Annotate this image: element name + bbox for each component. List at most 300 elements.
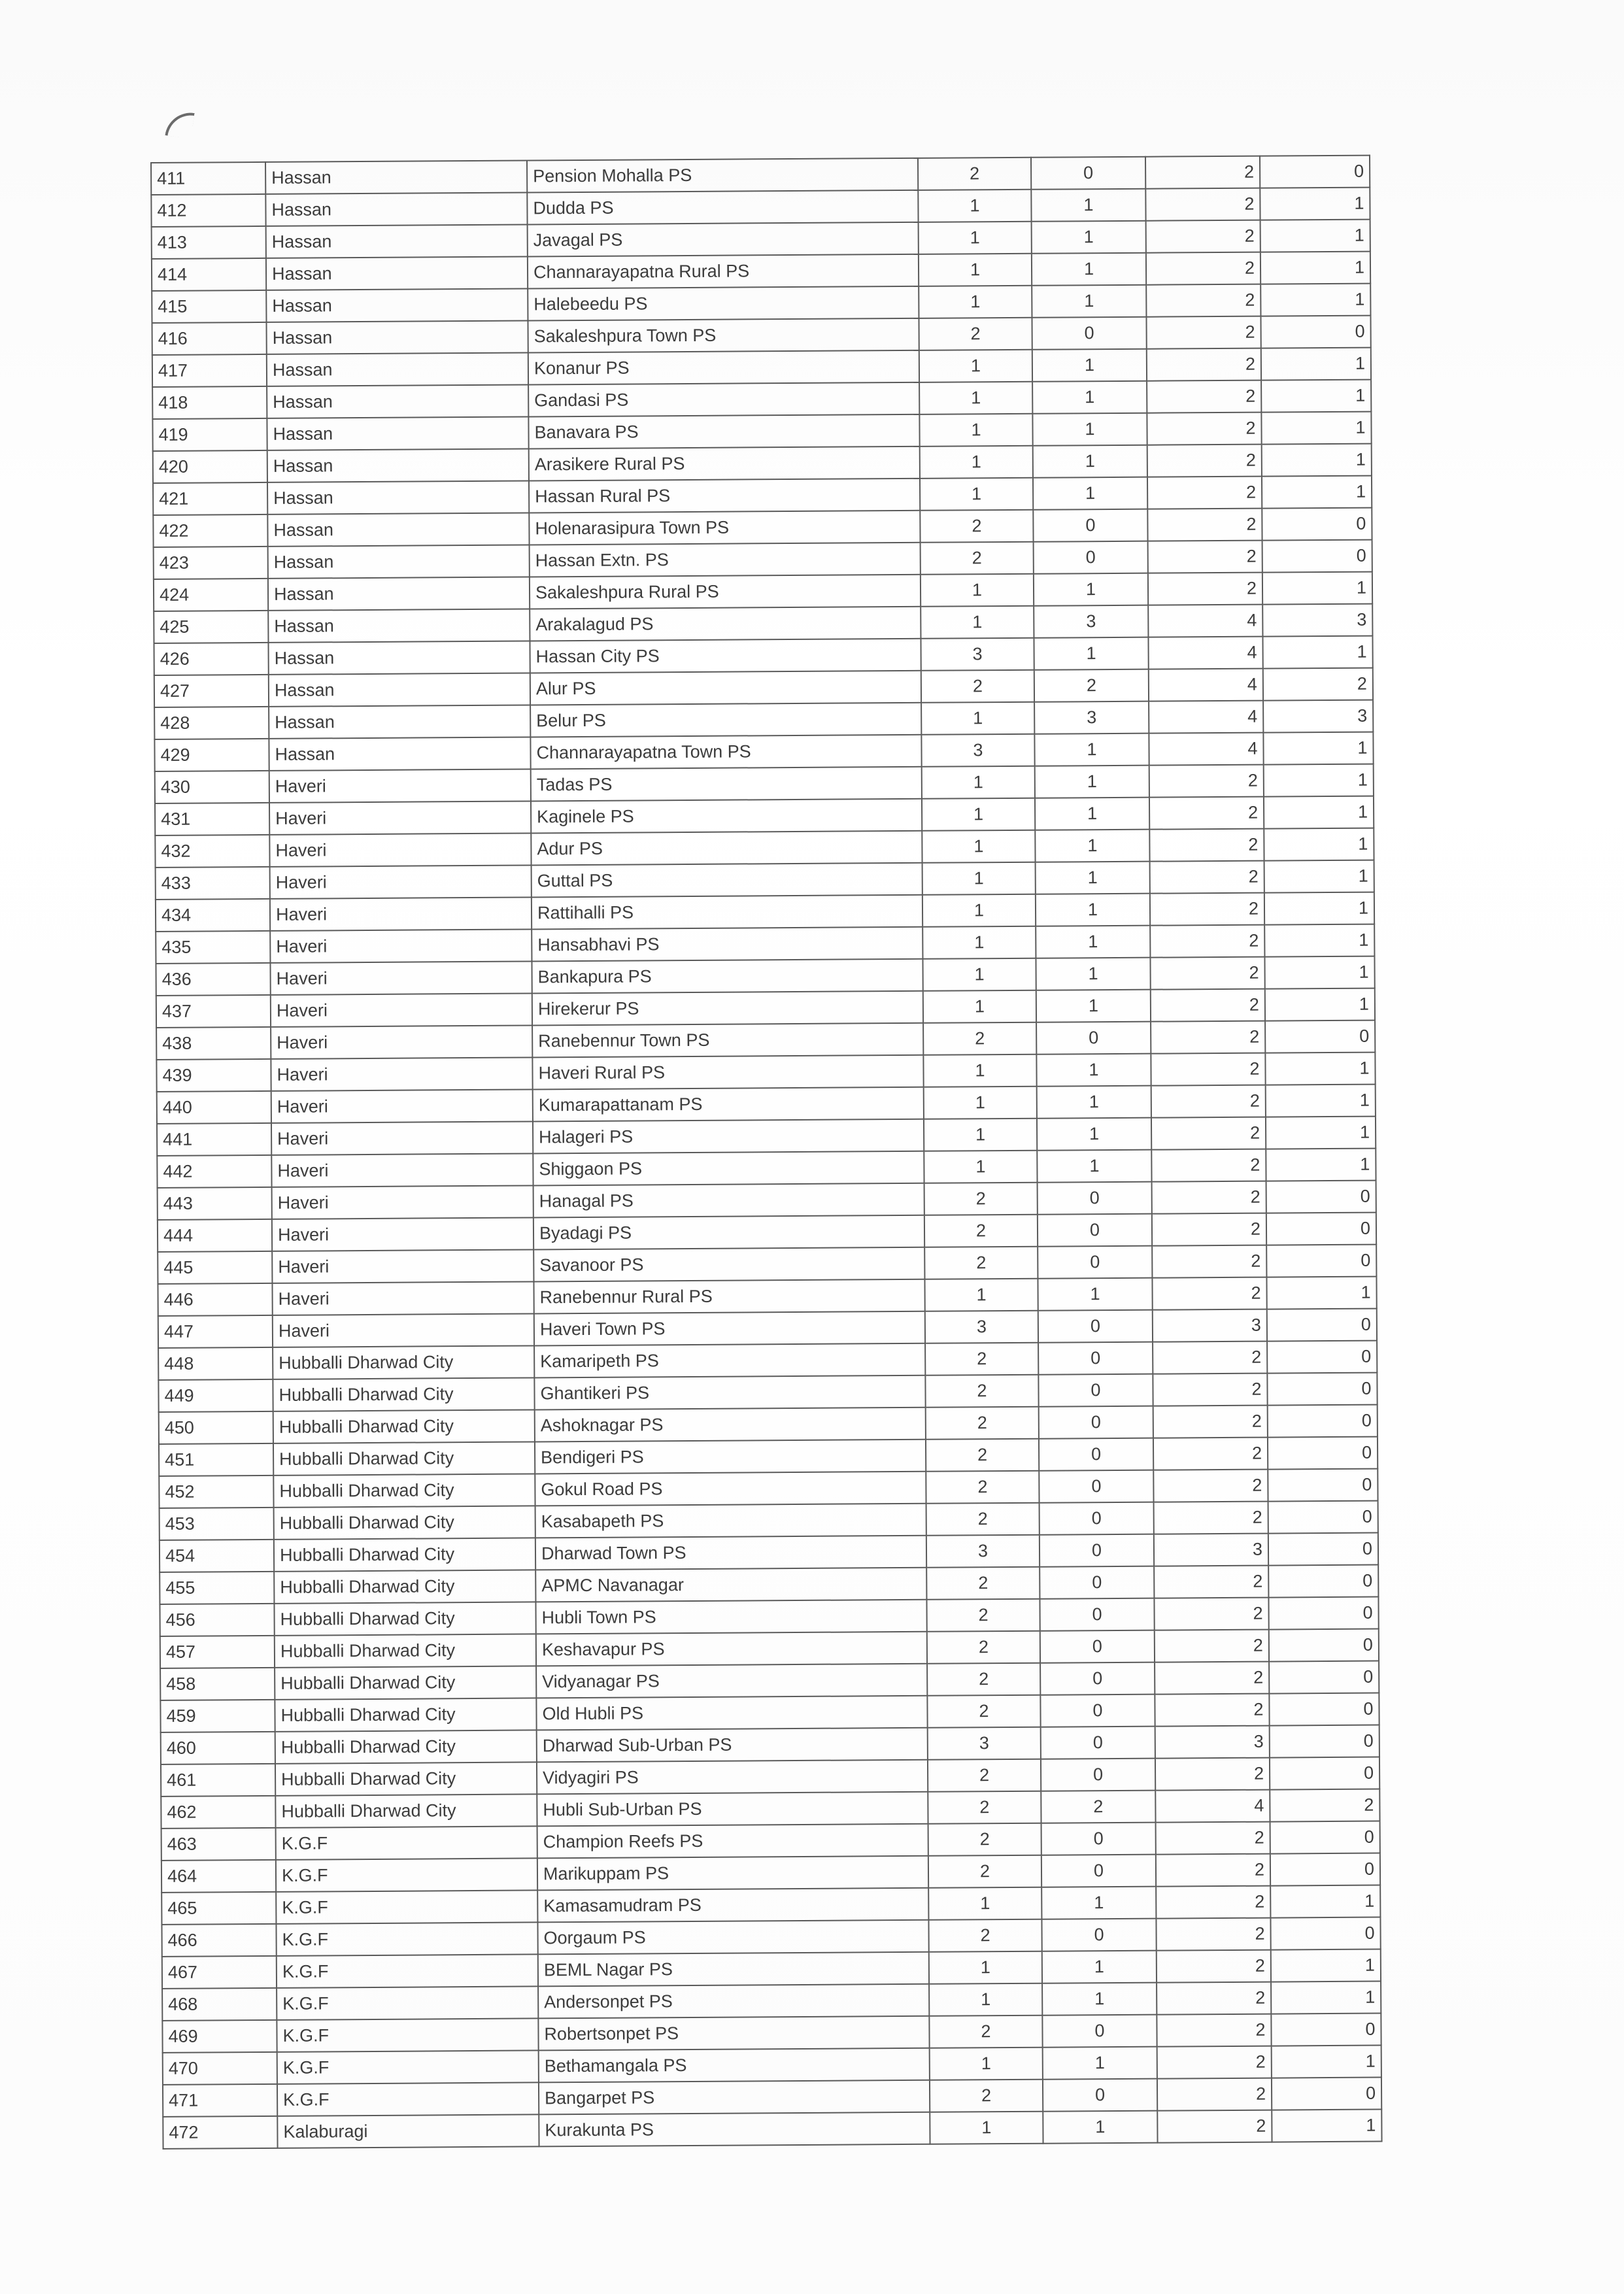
police-station-cell: Bendigeri PS	[535, 1440, 926, 1474]
district-cell: Haveri	[272, 1249, 533, 1283]
police-station-cell: Hubli Town PS	[535, 1600, 926, 1634]
total-cell: 2	[1153, 1406, 1268, 1438]
total-cell: 2	[1151, 1021, 1265, 1054]
count-c-cell: 1	[1264, 764, 1374, 797]
police-station-cell: Old Hubli PS	[536, 1696, 927, 1730]
count-a-cell: 1	[919, 350, 1032, 382]
count-c-cell: 0	[1262, 540, 1372, 573]
count-b-cell: 0	[1041, 1855, 1156, 1887]
count-b-cell: 1	[1042, 1983, 1157, 2016]
count-b-cell: 1	[1034, 573, 1148, 606]
serial-number-cell: 468	[162, 1988, 277, 2021]
serial-number-cell: 464	[161, 1860, 276, 1893]
total-cell: 2	[1152, 1213, 1266, 1246]
district-cell: Haveri	[271, 1153, 533, 1187]
total-cell: 2	[1147, 477, 1262, 509]
count-a-cell: 2	[926, 1503, 1040, 1536]
total-cell: 2	[1146, 284, 1260, 317]
count-b-cell: 1	[1032, 253, 1146, 286]
count-b-cell: 1	[1036, 1054, 1151, 1087]
serial-number-cell: 432	[155, 835, 269, 868]
count-a-cell: 1	[928, 1887, 1041, 1920]
total-cell: 2	[1153, 1374, 1267, 1406]
count-b-cell: 1	[1038, 1278, 1152, 1311]
count-a-cell: 1	[924, 1279, 1038, 1311]
serial-number-cell: 428	[154, 707, 269, 739]
count-a-cell: 1	[930, 2048, 1043, 2080]
police-station-cell: Ashoknagar PS	[535, 1408, 926, 1442]
count-a-cell: 2	[921, 670, 1034, 703]
serial-number-cell: 454	[160, 1540, 274, 1572]
count-a-cell: 1	[920, 478, 1033, 511]
police-station-cell: Marikuppam PS	[537, 1856, 928, 1891]
count-c-cell: 0	[1270, 1853, 1380, 1886]
count-b-cell: 1	[1036, 862, 1150, 894]
district-cell: K.G.F	[277, 2018, 538, 2051]
total-cell: 2	[1150, 925, 1264, 958]
total-cell: 2	[1148, 573, 1262, 605]
police-station-table	[150, 155, 1383, 2150]
count-c-cell: 0	[1268, 1533, 1378, 1566]
total-cell: 4	[1149, 701, 1263, 734]
district-cell: Hassan	[266, 320, 528, 354]
district-cell: Haveri	[270, 929, 532, 962]
count-a-cell: 2	[930, 2080, 1043, 2112]
serial-number-cell: 415	[152, 290, 266, 323]
total-cell: 2	[1154, 1566, 1268, 1598]
count-c-cell: 0	[1269, 1693, 1379, 1726]
count-c-cell: 1	[1263, 732, 1373, 765]
count-b-cell: 0	[1039, 1438, 1153, 1471]
count-b-cell: 0	[1038, 1374, 1153, 1407]
count-b-cell: 1	[1032, 381, 1147, 414]
total-cell: 2	[1152, 1245, 1266, 1278]
count-c-cell: 1	[1270, 1885, 1380, 1918]
count-c-cell: 1	[1266, 1117, 1376, 1149]
total-cell: 2	[1146, 220, 1260, 253]
serial-number-cell: 413	[152, 226, 266, 259]
total-cell: 2	[1151, 989, 1265, 1022]
count-a-cell: 2	[928, 1919, 1041, 1952]
police-station-cell: Ranebennur Town PS	[532, 1023, 923, 1058]
police-station-cell: Kurakunta PS	[539, 2112, 930, 2147]
count-a-cell: 2	[920, 510, 1033, 543]
serial-number-cell: 470	[163, 2052, 277, 2085]
count-b-cell: 1	[1036, 990, 1151, 1022]
district-cell: Haveri	[272, 1281, 533, 1315]
police-station-cell: Byadagi PS	[533, 1215, 924, 1250]
count-c-cell: 1	[1261, 412, 1371, 445]
table-container	[150, 155, 1381, 2150]
count-a-cell: 2	[926, 1439, 1039, 1472]
count-b-cell: 0	[1040, 1566, 1154, 1599]
serial-number-cell: 452	[159, 1476, 273, 1508]
count-c-cell: 1	[1271, 1949, 1381, 1982]
count-b-cell: 0	[1040, 1534, 1154, 1567]
count-c-cell: 0	[1262, 508, 1372, 541]
count-b-cell: 1	[1032, 413, 1147, 446]
serial-number-cell: 445	[158, 1251, 272, 1284]
police-station-cell: Ranebennur Rural PS	[533, 1279, 924, 1314]
police-station-cell: Dudda PS	[527, 190, 918, 225]
count-a-cell: 1	[921, 574, 1034, 607]
count-a-cell: 2	[928, 1823, 1041, 1856]
count-a-cell: 1	[929, 1983, 1042, 2016]
district-cell: Hassan	[267, 513, 529, 546]
police-station-cell: Andersonpet PS	[538, 1984, 929, 2019]
count-a-cell: 1	[922, 958, 1036, 991]
police-station-cell: Gokul Road PS	[535, 1472, 926, 1506]
serial-number-cell: 465	[161, 1892, 276, 1925]
count-a-cell: 1	[921, 702, 1034, 735]
count-b-cell: 0	[1039, 1406, 1153, 1439]
count-b-cell: 1	[1032, 221, 1146, 254]
district-cell: Hubballi Dharwad City	[273, 1409, 535, 1443]
count-a-cell: 1	[919, 222, 1032, 254]
count-a-cell: 1	[923, 990, 1036, 1023]
police-station-cell: Hansabhavi PS	[532, 927, 922, 962]
district-cell: Hubballi Dharwad City	[274, 1602, 535, 1635]
serial-number-cell: 460	[161, 1732, 275, 1764]
count-c-cell: 0	[1260, 316, 1370, 348]
police-station-cell: Halebeedu PS	[528, 286, 919, 321]
police-station-cell: Kaginele PS	[531, 799, 922, 834]
district-cell: Hassan	[268, 609, 530, 642]
total-cell: 2	[1155, 1662, 1269, 1695]
district-cell: Kalaburagi	[277, 2114, 539, 2148]
count-b-cell: 1	[1037, 1086, 1151, 1119]
count-a-cell: 1	[919, 382, 1032, 414]
count-c-cell: 0	[1272, 2078, 1381, 2110]
police-station-cell: Bankapura PS	[532, 959, 922, 994]
district-cell: Haveri	[271, 1121, 533, 1155]
police-station-cell: Javagal PS	[528, 222, 919, 257]
count-a-cell: 2	[925, 1343, 1038, 1375]
count-b-cell: 1	[1033, 477, 1147, 510]
count-b-cell: 1	[1037, 1150, 1151, 1183]
serial-number-cell: 453	[160, 1508, 274, 1540]
serial-number-cell: 418	[152, 386, 267, 419]
district-cell: Hassan	[266, 256, 528, 290]
district-cell: Hubballi Dharwad City	[273, 1345, 534, 1379]
count-c-cell: 1	[1261, 380, 1371, 413]
count-b-cell: 1	[1032, 349, 1147, 382]
total-cell: 2	[1149, 765, 1264, 798]
district-cell: Hubballi Dharwad City	[274, 1538, 535, 1571]
count-c-cell: 1	[1266, 1149, 1376, 1181]
count-a-cell: 1	[922, 862, 1036, 895]
total-cell: 2	[1157, 2046, 1272, 2079]
serial-number-cell: 431	[155, 803, 269, 835]
count-c-cell: 2	[1263, 668, 1373, 701]
serial-number-cell: 424	[154, 579, 268, 611]
district-cell: Hubballi Dharwad City	[275, 1698, 536, 1731]
count-a-cell: 1	[924, 1087, 1037, 1119]
district-cell: Hassan	[268, 641, 530, 674]
police-station-cell: Adur PS	[531, 831, 922, 866]
total-cell: 2	[1146, 316, 1260, 349]
police-station-cell: Hirekerur PS	[532, 991, 923, 1026]
count-a-cell: 2	[926, 1599, 1040, 1632]
count-c-cell: 0	[1269, 1629, 1379, 1662]
serial-number-cell: 414	[152, 258, 266, 291]
count-a-cell: 2	[925, 1375, 1038, 1408]
count-b-cell: 1	[1034, 734, 1149, 766]
district-cell: Hassan	[267, 352, 528, 386]
district-cell: Hubballi Dharwad City	[274, 1570, 535, 1603]
police-station-cell: Robertsonpet PS	[538, 2016, 929, 2051]
count-c-cell: 0	[1265, 1020, 1375, 1053]
count-a-cell: 2	[929, 2016, 1042, 2048]
serial-number-cell: 427	[154, 675, 269, 707]
police-station-cell: Gandasi PS	[528, 382, 919, 417]
total-cell: 2	[1157, 1950, 1271, 1983]
serial-number-cell: 425	[154, 611, 268, 643]
count-b-cell: 0	[1040, 1662, 1155, 1695]
district-cell: Hassan	[267, 448, 529, 482]
count-a-cell: 1	[930, 2112, 1043, 2144]
count-b-cell: 1	[1036, 958, 1150, 990]
count-c-cell: 1	[1262, 476, 1372, 509]
serial-number-cell: 439	[156, 1059, 271, 1092]
count-b-cell: 0	[1041, 1823, 1156, 1855]
count-b-cell: 1	[1033, 445, 1147, 478]
count-c-cell: 1	[1264, 956, 1374, 989]
total-cell: 4	[1149, 669, 1263, 701]
total-cell: 2	[1151, 1085, 1266, 1118]
count-b-cell: 0	[1039, 1470, 1153, 1503]
police-station-cell: Vidyanagar PS	[536, 1664, 927, 1698]
total-cell: 2	[1153, 1341, 1267, 1374]
total-cell: 2	[1155, 1694, 1269, 1727]
serial-number-cell: 434	[156, 899, 270, 932]
count-c-cell: 0	[1268, 1597, 1378, 1630]
district-cell: K.G.F	[277, 2050, 539, 2083]
police-station-cell: Shiggaon PS	[533, 1151, 924, 1186]
district-cell: Haveri	[273, 1313, 534, 1347]
count-c-cell: 2	[1270, 1789, 1379, 1822]
police-station-cell: Kasabapeth PS	[535, 1504, 926, 1538]
count-b-cell: 0	[1038, 1310, 1153, 1343]
serial-number-cell: 426	[154, 643, 268, 675]
total-cell: 4	[1148, 637, 1262, 669]
total-cell: 2	[1154, 1502, 1268, 1534]
count-a-cell: 2	[921, 542, 1034, 575]
count-b-cell: 0	[1034, 541, 1148, 574]
count-c-cell: 1	[1265, 988, 1375, 1021]
count-c-cell: 1	[1264, 860, 1374, 893]
total-cell: 4	[1149, 733, 1263, 766]
serial-number-cell: 430	[155, 771, 269, 803]
count-c-cell: 0	[1260, 156, 1370, 188]
total-cell: 2	[1150, 893, 1264, 926]
count-b-cell: 1	[1036, 894, 1150, 926]
count-c-cell: 0	[1267, 1341, 1377, 1374]
count-b-cell: 1	[1036, 926, 1150, 958]
count-a-cell: 1	[920, 446, 1033, 479]
serial-number-cell: 448	[158, 1347, 273, 1380]
police-station-cell: Channarayapatna Rural PS	[528, 254, 919, 289]
district-cell: Hubballi Dharwad City	[275, 1730, 537, 1763]
count-c-cell: 0	[1270, 1725, 1379, 1758]
serial-number-cell: 436	[156, 963, 270, 996]
police-station-cell: Tadas PS	[531, 767, 922, 801]
serial-number-cell: 469	[162, 2020, 277, 2053]
police-station-cell: Bangarpet PS	[539, 2080, 930, 2115]
count-b-cell: 1	[1043, 2111, 1157, 2144]
district-cell: Hassan	[267, 416, 528, 450]
district-cell: K.G.F	[277, 2082, 539, 2116]
count-b-cell: 0	[1040, 1598, 1154, 1631]
district-cell: Hassan	[269, 737, 530, 770]
district-cell: Haveri	[270, 897, 532, 930]
district-cell: Hassan	[265, 192, 527, 226]
total-cell: 2	[1156, 1822, 1270, 1855]
serial-number-cell: 419	[152, 418, 267, 451]
count-a-cell: 3	[921, 734, 1034, 767]
serial-number-cell: 455	[160, 1572, 274, 1604]
count-c-cell: 1	[1266, 1085, 1376, 1117]
police-station-cell: Channarayapatna Town PS	[530, 735, 921, 769]
total-cell: 2	[1151, 1053, 1265, 1086]
police-station-cell: Konanur PS	[528, 350, 919, 385]
count-b-cell: 1	[1043, 2047, 1157, 2080]
district-cell: K.G.F	[276, 1858, 537, 1891]
total-cell: 2	[1157, 1982, 1271, 2015]
serial-number-cell: 446	[158, 1283, 272, 1316]
count-a-cell: 2	[926, 1471, 1039, 1504]
total-cell: 2	[1145, 188, 1260, 221]
district-cell: K.G.F	[276, 1826, 537, 1859]
count-a-cell: 2	[928, 1759, 1041, 1792]
total-cell: 2	[1145, 156, 1260, 189]
count-c-cell: 1	[1262, 444, 1372, 477]
count-a-cell: 1	[918, 190, 1031, 222]
police-station-cell: Keshavapur PS	[536, 1632, 927, 1666]
count-a-cell: 2	[924, 1247, 1038, 1279]
total-cell: 3	[1154, 1534, 1268, 1566]
count-b-cell: 0	[1041, 1919, 1156, 1951]
serial-number-cell: 441	[157, 1123, 271, 1156]
district-cell: Hassan	[266, 224, 528, 258]
count-b-cell: 1	[1032, 285, 1146, 318]
district-cell: K.G.F	[276, 1922, 537, 1955]
count-a-cell: 1	[919, 414, 1032, 447]
count-b-cell: 0	[1038, 1246, 1152, 1279]
police-station-cell: Vidyagiri PS	[537, 1760, 928, 1795]
count-a-cell: 2	[926, 1407, 1039, 1440]
district-cell: Hassan	[269, 673, 530, 706]
district-cell: Hubballi Dharwad City	[273, 1474, 535, 1507]
police-station-cell: Sakaleshpura Rural PS	[530, 575, 921, 609]
police-station-cell: Dharwad Sub-Urban PS	[537, 1728, 928, 1763]
count-c-cell: 1	[1260, 252, 1370, 284]
count-c-cell: 0	[1268, 1501, 1378, 1534]
count-c-cell: 0	[1270, 1917, 1380, 1950]
count-c-cell: 1	[1264, 796, 1374, 829]
serial-number-cell: 411	[151, 162, 265, 195]
district-cell: Hassan	[266, 288, 528, 322]
count-c-cell: 1	[1271, 1982, 1381, 2014]
district-cell: K.G.F	[277, 1954, 538, 1987]
count-c-cell: 0	[1267, 1309, 1377, 1341]
district-cell: Haveri	[271, 993, 532, 1026]
total-cell: 2	[1156, 1918, 1270, 1951]
count-c-cell: 1	[1272, 2046, 1381, 2078]
serial-number-cell: 471	[163, 2084, 277, 2117]
count-a-cell: 1	[922, 798, 1035, 831]
district-cell: Hubballi Dharwad City	[275, 1762, 537, 1795]
police-station-cell: Kamaripeth PS	[534, 1343, 925, 1378]
police-station-cell: Belur PS	[530, 703, 921, 737]
district-cell: Hubballi Dharwad City	[273, 1377, 534, 1411]
district-cell: Haveri	[272, 1217, 533, 1251]
total-cell: 2	[1156, 1854, 1270, 1887]
count-a-cell: 1	[929, 1951, 1042, 1984]
count-a-cell: 2	[927, 1695, 1040, 1728]
serial-number-cell: 412	[151, 194, 265, 227]
count-b-cell: 1	[1034, 637, 1148, 670]
count-c-cell: 1	[1260, 284, 1370, 316]
count-a-cell: 2	[927, 1631, 1040, 1664]
count-c-cell: 0	[1269, 1661, 1379, 1694]
count-c-cell: 0	[1268, 1469, 1378, 1502]
serial-number-cell: 420	[153, 450, 267, 483]
count-a-cell: 1	[922, 894, 1036, 927]
count-c-cell: 0	[1266, 1181, 1376, 1213]
district-cell: Hassan	[269, 705, 530, 738]
count-a-cell: 2	[928, 1791, 1041, 1824]
total-cell: 2	[1148, 541, 1262, 573]
total-cell: 2	[1147, 445, 1262, 477]
district-cell: Haveri	[270, 961, 532, 994]
police-station-cell: Holenarasipura Town PS	[529, 511, 920, 545]
serial-number-cell: 442	[157, 1155, 271, 1188]
count-a-cell: 2	[924, 1183, 1038, 1215]
serial-number-cell: 423	[154, 547, 268, 579]
count-b-cell: 0	[1041, 1759, 1155, 1791]
serial-number-cell: 440	[157, 1091, 271, 1124]
total-cell: 2	[1147, 380, 1261, 413]
count-a-cell: 1	[921, 606, 1034, 639]
count-c-cell: 1	[1272, 2110, 1381, 2142]
police-station-cell: Kamasamudram PS	[537, 1888, 928, 1923]
serial-number-cell: 462	[161, 1796, 275, 1829]
district-cell: Hassan	[268, 577, 530, 610]
count-c-cell: 0	[1268, 1405, 1378, 1438]
police-station-cell: Hassan Rural PS	[529, 479, 920, 513]
district-cell: Hubballi Dharwad City	[275, 1634, 536, 1667]
total-cell: 2	[1151, 1117, 1266, 1150]
district-cell: Hassan	[267, 481, 529, 514]
count-b-cell: 2	[1041, 1791, 1155, 1823]
police-station-cell: Guttal PS	[532, 863, 922, 898]
count-a-cell: 2	[919, 318, 1032, 350]
police-station-cell: Hubli Sub-Urban PS	[537, 1792, 928, 1827]
serial-number-cell: 438	[156, 1027, 271, 1060]
serial-number-cell: 447	[158, 1315, 273, 1348]
count-c-cell: 1	[1265, 1053, 1375, 1085]
district-cell: Haveri	[271, 1025, 532, 1058]
total-cell: 4	[1148, 605, 1262, 637]
serial-number-cell: 443	[158, 1187, 272, 1220]
district-cell: Hassan	[267, 384, 528, 418]
count-c-cell: 0	[1268, 1565, 1378, 1598]
count-b-cell: 0	[1041, 1727, 1155, 1759]
serial-number-cell: 437	[156, 995, 271, 1028]
count-b-cell: 0	[1031, 157, 1145, 190]
police-station-cell: Kumarapattanam PS	[533, 1087, 924, 1122]
